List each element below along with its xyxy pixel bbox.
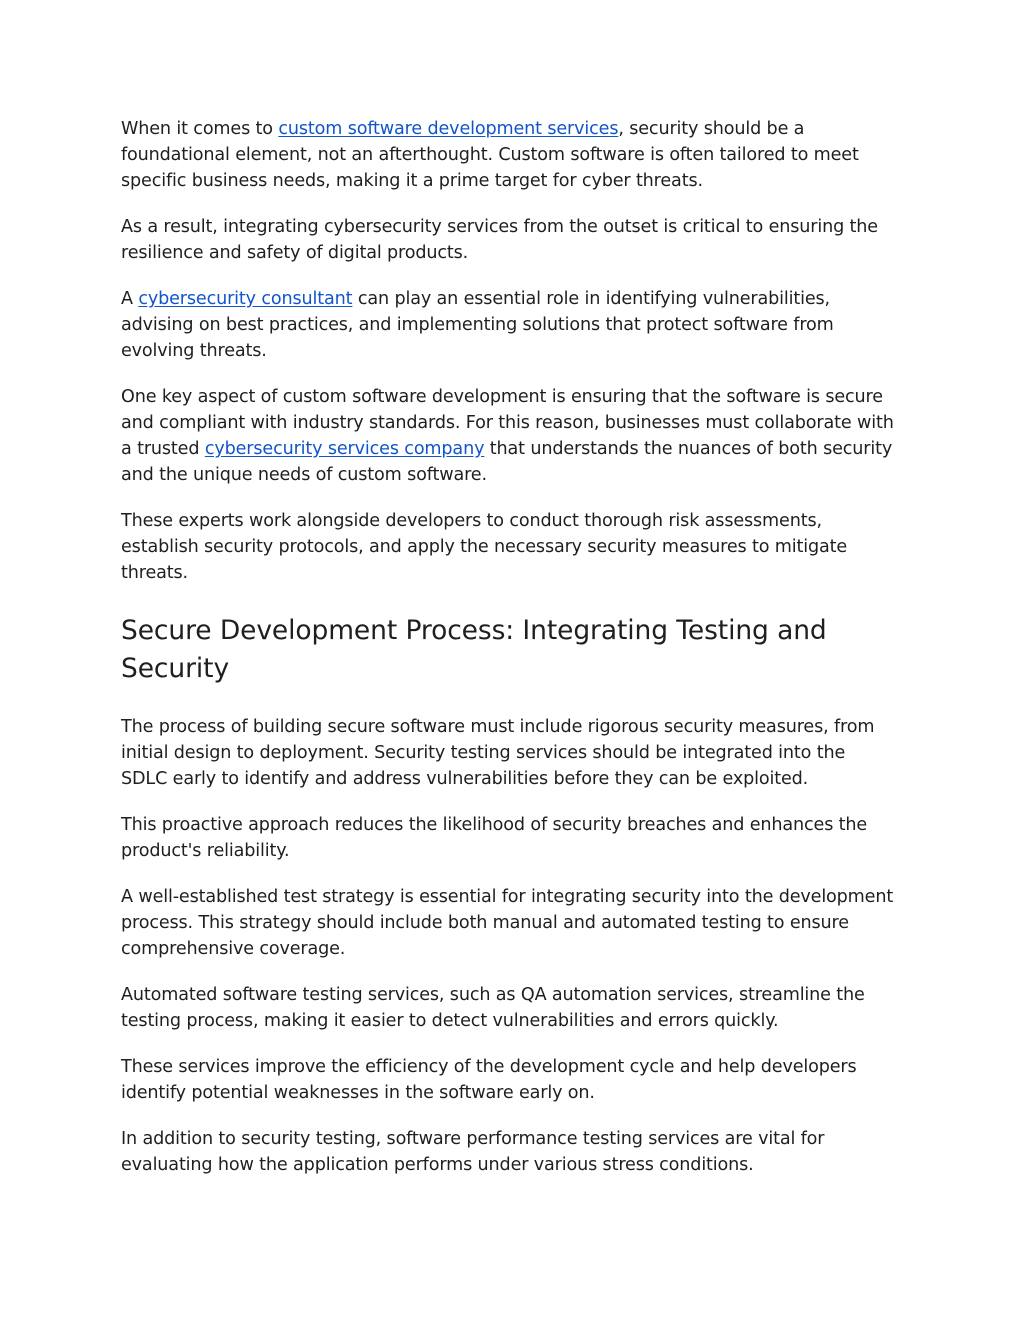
text-segment: that understands the nuances of both security and the unique needs of custom software.: [121, 439, 893, 485]
paragraph-automated-testing: Automated software testing services, such as QA automation services, streamline the testing process, making it easier to detect vulnerabilities and errors quickly.: [121, 985, 865, 1031]
paragraph-compliance: [121, 384, 896, 488]
paragraph-test-strategy: A well-established test strategy is essential for integrating security into the development process. This strategy should include both manual and automated testing to ensure comprehensive coverage.: [121, 887, 894, 959]
paragraph-intro: [121, 116, 896, 194]
paragraph-cybersecurity-services: As a result, integrating cybersecurity services from the outset is critical to ensuring the resilience and safety of digital products.: [121, 217, 878, 263]
section-heading: Secure Development Process: Integrating Testing and Security: [121, 615, 827, 684]
link-custom-software-development-services[interactable]: custom software development services: [278, 119, 619, 139]
text-segment: When it comes to: [121, 119, 279, 139]
link-cybersecurity-services-company[interactable]: cybersecurity services company: [204, 439, 485, 459]
text-segment: One key aspect of custom software development is ensuring that the software is secure and compliant with industry standards. For this reason, businesses must collaborate with a trusted: [121, 387, 894, 459]
paragraph-consultant: [121, 286, 896, 364]
text-segment: , security should be a foundational element, not an afterthought. Custom software is often tailored to meet specific business needs, making it a prime target for cyber threats.: [121, 119, 859, 191]
paragraph-proactive: This proactive approach reduces the likelihood of security breaches and enhances the product's reliability.: [121, 815, 868, 861]
paragraph-secure-process: The process of building secure software must include rigorous security measures, from initial design to deployment. Security testing services should be integrated into the SDLC early to identify and address vulnerabilities before they can be exploited.: [121, 717, 875, 789]
document-page: [121, 116, 896, 1198]
text-segment: A: [121, 289, 139, 309]
link-cybersecurity-consultant[interactable]: cybersecurity consultant: [138, 289, 353, 309]
text-segment: can play an essential role in identifying vulnerabilities, advising on best practices, and implementing solutions that protect software from evolving threats.: [121, 289, 834, 361]
paragraph-experts: These experts work alongside developers to conduct thorough risk assessments, establish security protocols, and apply the necessary security measures to mitigate threats.: [121, 511, 848, 583]
paragraph-performance-testing: In addition to security testing, software performance testing services are vital for evaluating how the application performs under various stress conditions.: [121, 1129, 825, 1175]
paragraph-efficiency: These services improve the efficiency of the development cycle and help developers identify potential weaknesses in the software early on.: [121, 1057, 857, 1103]
